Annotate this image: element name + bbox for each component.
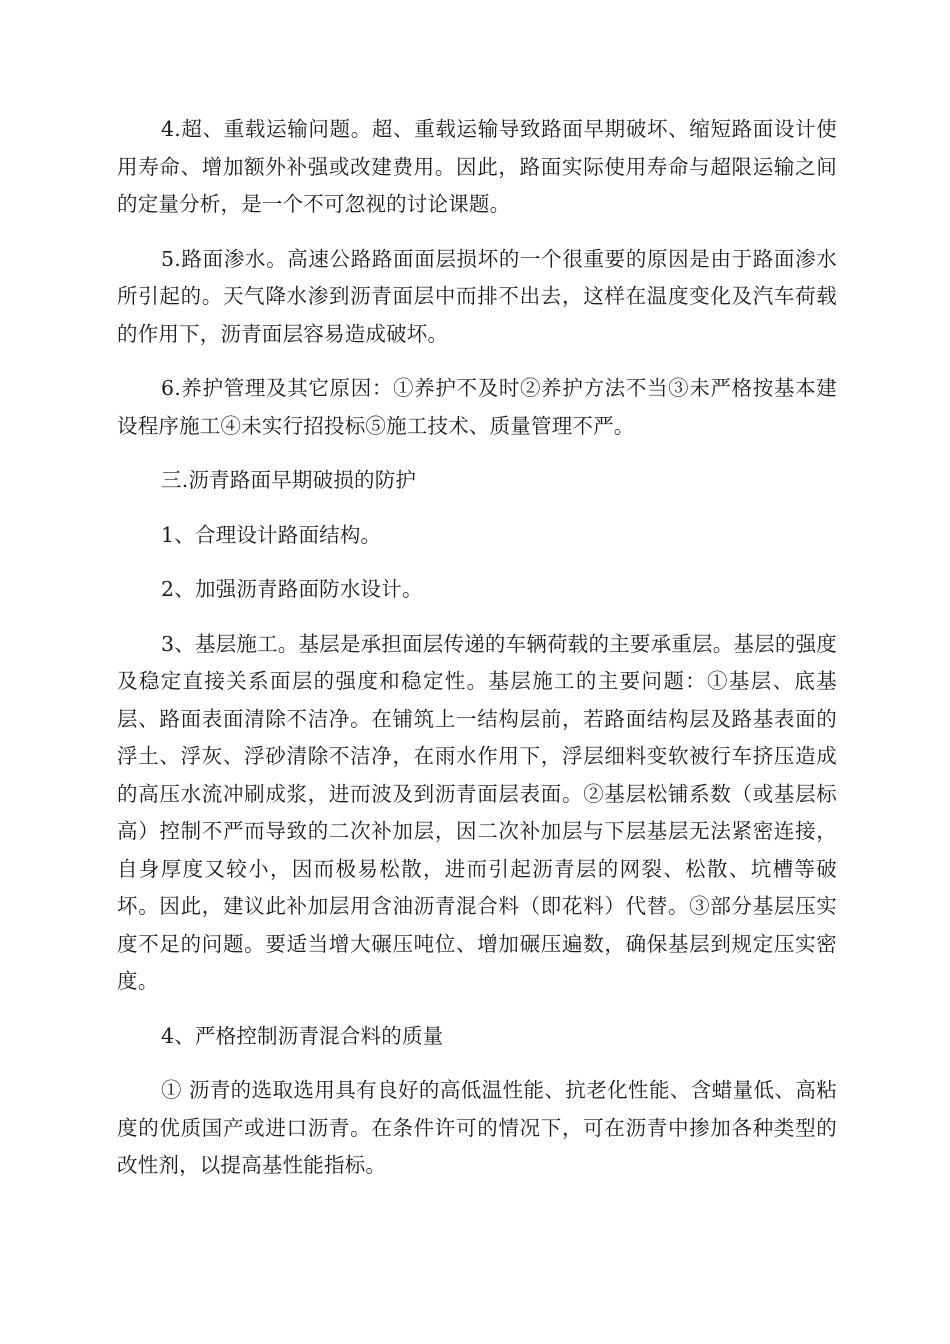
paragraph-asphalt-selection: ① 沥青的选取选用具有良好的高低温性能、抗老化性能、含蜡量低、高粘度的优质国产或进口沥青。在条件许可的情况下，可在沥青中掺加各种类型的改性剂，以提高基性能指标。 xyxy=(117,1078,837,1177)
paragraph-overload-transport: 4.超、重载运输问题。超、重载运输导致路面早期破坏、缩短路面设计使用寿命、增加额外补强或改建费用。因此，路面实际使用寿命与超限运输之间的定量分析，是一个不可忽视的讨论课题。 xyxy=(117,117,837,216)
paragraph-structure-design: 1、合理设计路面结构。 xyxy=(161,522,382,547)
document-body xyxy=(117,111,837,1185)
section-heading-protection: 三.沥青路面早期破损的防护 xyxy=(161,468,417,492)
paragraph-base-construction: 3、基层施工。基层是承担面层传递的车辆荷载的主要承重层。基层的强度及稳定直接关系面层的强度和稳定性。基层施工的主要问题：①基层、底基层、路面表面清除不洁净。在铺筑上一结构层前，若路面结构层及路基表面的浮土、浮灰、浮砂清除不洁净，在雨水作用下，浮层细料变软被行车挤压造成的高压水流冲刷成浆，进而波及到沥青面层表面。②基层松铺系数（或基层标高）控制不严而导致的二次补加层，因二次补加层与下层基层无法紧密连接，自身厚度又较小，因而极易松散，进而引起沥青层的网裂、松散、坑槽等破坏。因此，建议此补加层用含油沥青混合料（即花料）代替。③部分基层压实度不足的问题。要适当增大碾压吨位、增加碾压遍数，确保基层到规定压实密度。 xyxy=(117,631,837,993)
paragraph-waterproof-design: 2、加强沥青路面防水设计。 xyxy=(161,577,423,601)
paragraph-maintenance-management: 6.养护管理及其它原因：①养护不及时②养护方法不当③未严格按基本建设程序施工④未实行招投标⑤施工技术、质量管理不严。 xyxy=(117,376,837,438)
paragraph-pavement-seepage: 5.路面渗水。高速公路路面面层损坏的一个很重要的原因是由于路面渗水所引起的。天气降水渗到沥青面层中而排不出去，这样在温度变化及汽车荷载的作用下，沥青面层容易造成破坏。 xyxy=(117,246,837,346)
paragraph-mixture-quality: 4、严格控制沥青混合料的质量 xyxy=(161,1023,444,1048)
